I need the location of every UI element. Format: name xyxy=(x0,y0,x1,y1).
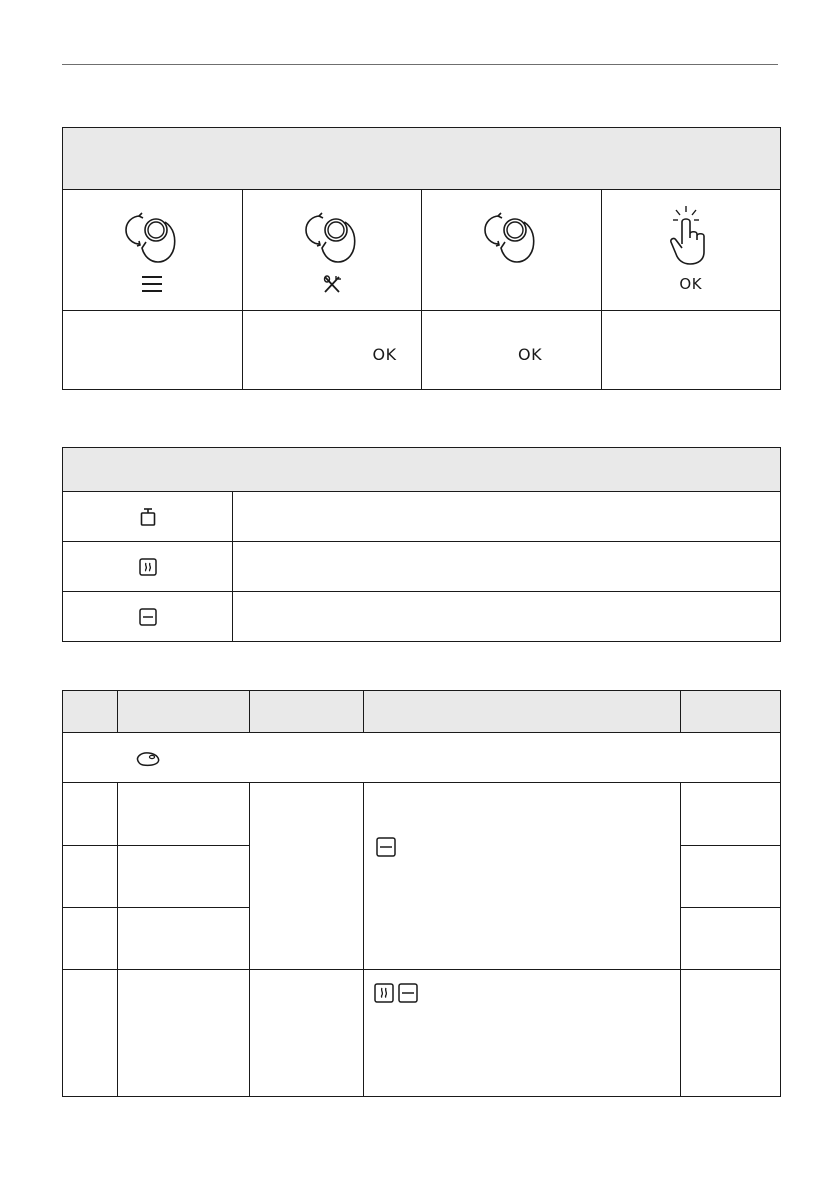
symbols-table xyxy=(62,447,781,642)
top-rule xyxy=(62,64,778,65)
cutlery-icon xyxy=(322,275,342,293)
step-4-ok-label: OK xyxy=(679,275,703,293)
column-divider xyxy=(680,783,681,1097)
programmes-table xyxy=(62,690,781,1097)
step-3-ok-text: OK xyxy=(518,345,543,364)
symbols-icon-cell xyxy=(63,542,233,591)
control-steps-icon-row xyxy=(63,190,780,311)
symbols-icon-cell xyxy=(63,492,233,541)
menu-icon xyxy=(141,275,163,293)
press-knob-hand-icon xyxy=(666,204,716,266)
symbols-text-cell xyxy=(233,492,780,541)
weight-icon xyxy=(140,507,156,527)
column-divider xyxy=(249,783,250,1097)
symbols-row-weight xyxy=(63,492,780,542)
rotate-knob-hand-icon xyxy=(479,204,543,266)
step-1-icon-cell xyxy=(63,190,243,310)
control-steps-table xyxy=(62,127,781,390)
column-divider xyxy=(249,691,250,733)
step-4-icon-cell xyxy=(602,190,781,310)
symbols-icon-cell xyxy=(63,592,233,641)
programmes-category-row xyxy=(63,733,780,783)
column-divider xyxy=(363,783,364,1097)
row-divider xyxy=(680,845,780,846)
step-3-text-cell xyxy=(422,311,602,389)
control-steps-text-row xyxy=(63,311,780,389)
symbols-row-steam xyxy=(63,542,780,592)
step-2-symbol xyxy=(243,275,422,293)
step-2-icon-cell xyxy=(243,190,423,310)
row-divider xyxy=(680,907,780,908)
steam-heating-icon xyxy=(374,983,394,1003)
column-divider xyxy=(680,691,681,733)
column-divider xyxy=(117,783,118,1097)
step-2-ok-text: OK xyxy=(372,345,397,364)
step-1-text-cell xyxy=(63,311,243,389)
control-steps-header xyxy=(63,128,780,190)
symbols-table-header xyxy=(63,448,780,492)
column-divider xyxy=(117,691,118,733)
step-3-icon-cell xyxy=(422,190,602,310)
rotate-knob-hand-icon xyxy=(120,204,184,266)
step-1-symbol xyxy=(63,275,242,293)
column-divider xyxy=(363,691,364,733)
symbols-text-cell xyxy=(233,542,780,591)
symbols-row-lower-heat xyxy=(63,592,780,641)
rotate-knob-hand-icon xyxy=(300,204,364,266)
step-2-text-cell xyxy=(243,311,423,389)
lower-heat-icon xyxy=(398,983,418,1003)
symbols-text-cell xyxy=(233,592,780,641)
lower-heat-icon xyxy=(139,608,157,626)
row-divider xyxy=(63,907,249,908)
step-4-text-cell xyxy=(602,311,781,389)
steam-heating-icon xyxy=(139,558,157,576)
row-divider xyxy=(63,845,249,846)
lower-heat-icon xyxy=(376,837,396,857)
meat-icon xyxy=(135,751,161,767)
row-divider xyxy=(63,969,780,970)
programmes-header-row xyxy=(63,691,780,733)
